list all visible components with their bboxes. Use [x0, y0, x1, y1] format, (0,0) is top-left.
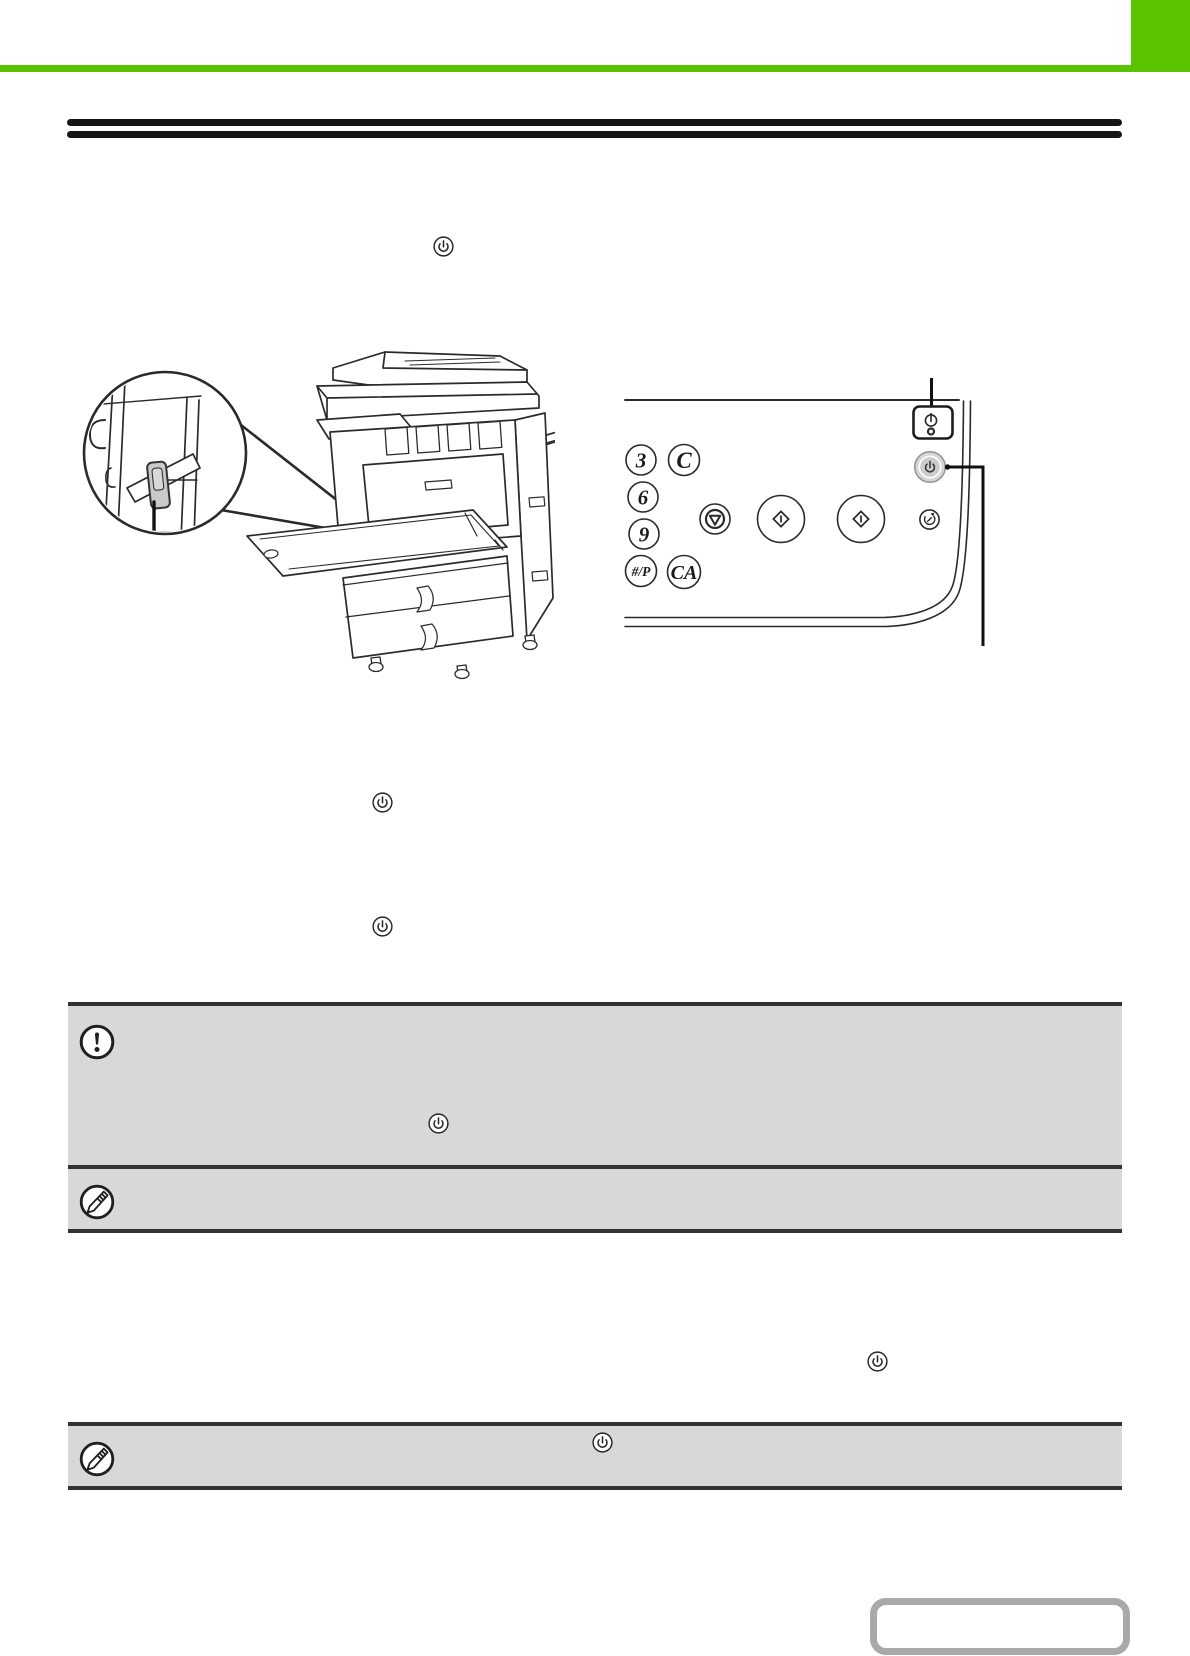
contents-button[interactable]	[870, 1598, 1130, 1655]
key-3	[626, 445, 656, 475]
key-3-label: 3	[635, 448, 647, 473]
power-icon	[866, 1350, 889, 1373]
stop-key	[700, 504, 730, 534]
power-icon	[427, 1112, 450, 1135]
key-6	[628, 482, 658, 512]
header-green-corner-block	[1131, 0, 1190, 72]
bw-start-key	[758, 496, 805, 543]
scanner-deck	[317, 382, 539, 420]
key-clear-label: C	[676, 448, 692, 473]
title-double-rule-top	[67, 119, 1122, 126]
logout-key	[920, 510, 939, 529]
keypad	[626, 445, 701, 589]
paper-drawers	[343, 556, 513, 658]
key-9	[629, 519, 659, 549]
machine-illustration	[75, 340, 555, 680]
caution-box	[68, 1002, 1122, 1169]
caution-icon	[78, 1023, 116, 1061]
main-power-switch	[147, 461, 171, 509]
power-icon	[432, 235, 455, 258]
control-panel-illustration	[590, 370, 990, 660]
key-9-label: 9	[638, 522, 650, 547]
key-pound-program	[626, 556, 657, 587]
power-key	[915, 452, 983, 646]
color-start-key	[838, 496, 885, 543]
key-clear	[669, 445, 700, 476]
main-power-indicator	[914, 378, 953, 439]
key-clear-all-label: CA	[670, 562, 698, 584]
power-icon	[371, 915, 394, 938]
power-icon	[591, 1431, 614, 1454]
header-green-bar	[0, 65, 1190, 72]
note-icon	[78, 1440, 116, 1478]
main-power-switch-magnifier	[84, 372, 246, 540]
indicator-led	[928, 429, 934, 435]
key-6-label: 6	[637, 485, 649, 510]
note-icon	[78, 1183, 116, 1221]
power-icon	[371, 791, 394, 814]
note-box	[68, 1169, 1122, 1233]
title-double-rule-bottom	[67, 131, 1122, 138]
key-clear-all	[668, 556, 701, 589]
key-pound-program-label: #/P	[631, 564, 651, 579]
